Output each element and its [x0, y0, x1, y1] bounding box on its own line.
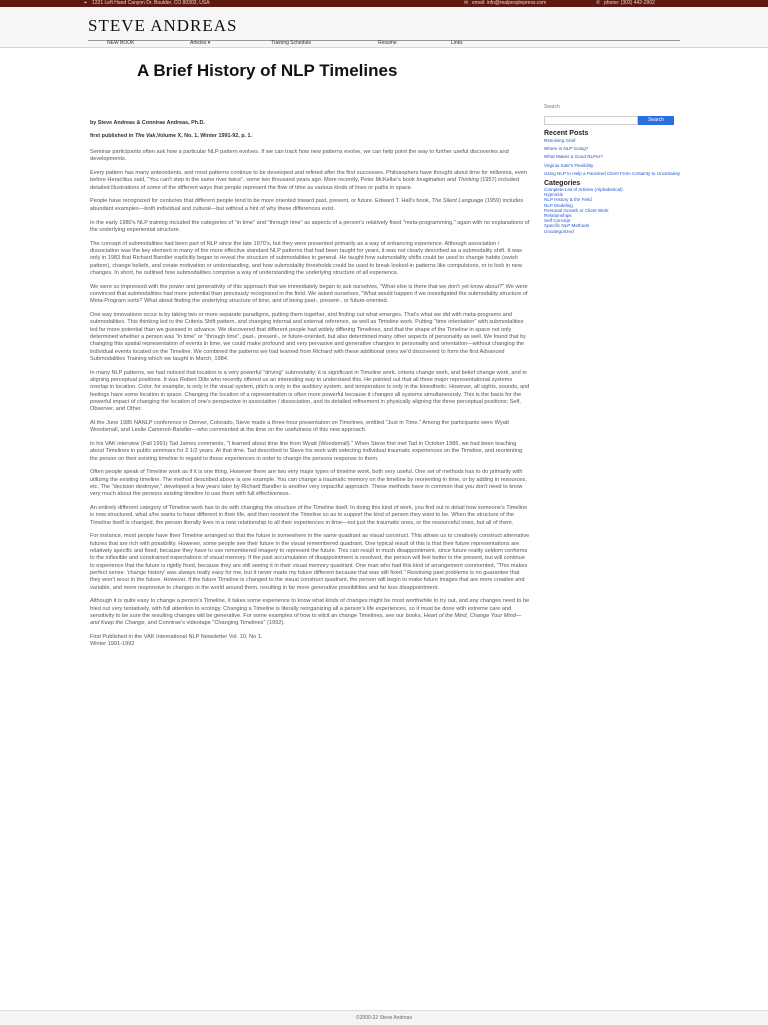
page-title: A Brief History of NLP Timelines: [137, 61, 398, 80]
top-contact-bar: [0, 0, 768, 7]
location-icon: ⌖: [84, 0, 87, 6]
nav-articles[interactable]: Articles ▾: [190, 40, 211, 46]
nav-links[interactable]: Links: [451, 40, 463, 46]
nav-resume[interactable]: Resume: [378, 40, 397, 46]
paragraph: Every pattern has many antecedents, and most patterns continue to be developed and refined after the first successes. Philosophers have thought about time for millennia, even before Heraclitus said, "You can't step in the same river twice", some two thousand years ago. More recently, Peter McKellar's book Imagination and Thinking (1957) included detailed illustrations of some of the different ways that people represent the flow of time as various kinds of lines or paths in space.: [90, 170, 527, 191]
recent-posts-heading: Recent Posts: [544, 130, 589, 137]
email-text[interactable]: email: info@realpeoplepress.com: [472, 0, 547, 6]
paragraph: Seminar participants often ask how a particular NLP pattern evolves. If we can track how new patterns evolve, we can help point the way to further useful discoveries and developments.: [90, 149, 509, 163]
nav-training-schedule[interactable]: Training Schedule: [271, 40, 312, 46]
search-button[interactable]: Search: [638, 116, 674, 125]
recent-post-link[interactable]: Resolving Grief: [544, 138, 576, 143]
sidebar: [544, 104, 684, 234]
paragraph: For instance, most people have their Timeline arranged so that the future is somewhere in the same quadrant as visual construct. This allows us to creatively construct alternative futures that are rich with possibility. However, some people see their future in the visual remembered quadrant. One typical result of this is that their future representations are relatively specific and fixed, because they have to use remembered imagery to represent the future. This can result in much disappointment, since future reality seldom conforms to the inflexible and constrained expectations of visual memory. If the past accumulation of disappointment is resolved, the person will feel better in the present, but will continue to experience that the future is rigidly fixed, because they are still seeing it in their visual memory quadrant. One man who had this kind of arrangement commented, "This makes perfect sense: 'change history' was always really easy for me, but it never made my future different because that was still fixed." Resolving past problems is no guarantee that they won't recur in the future. However, if the future Timeline is changed to the visual construct quadrant, the person will begin to make future images that are more creative and variable, and more responsive to changes in the world around them, resulting in far more generative possibilities and far less disappointment.: [90, 533, 530, 591]
recent-post-link[interactable]: What Makes a Good NLPer?: [544, 154, 603, 160]
recent-post-link[interactable]: Using NLP to Help a Panicked Client From Certainty to Uncertainty: [544, 170, 681, 176]
paragraph: At the June 1985 NANLP conference in Denver, Colorado, Steve made a three-hour presentation on Timelines, entitled "Just in Time." Among the participants were Wyatt Woodsmall, and Leslie Cameron-Bandler—who commented at the time on the usefulness of this new approach.: [90, 419, 509, 434]
category-link[interactable]: NLP Modeling: [544, 202, 573, 208]
category-link[interactable]: Relationships: [544, 213, 572, 219]
address-text: 1221 Left Hand Canyon Dr. Boulder, CO 80302, USA: [92, 0, 210, 6]
paragraph: An entirely different category of Timeline work has to do with changing the structure of the Timeline itself. In doing this kind of work, you find out in detail how someone's Timeline is now structured, what s/he wants to have different in their life, and then reorient the Timeline so as to support the kind of person they want to be. When the structure of the Timeline itself is changed, the person literally lives in a new relationship to all their experiences in time—not just the traumatic ones, or the resourceful ones, but all of them.: [90, 505, 528, 526]
category-link[interactable]: Self Concept: [544, 218, 571, 224]
site-footer: [0, 1010, 768, 1025]
paragraph: In his VAK interview (Fall 1991) Tad James comments, "I learned about time line from Wyatt (Woodsmall)." When Steve first met Tad in October 1986, we had been teaching about Timelines in public seminars for 2 1/2 years. At that time, Tad described to Steve his work with selecting individual traumatic experiences on the Timeline, and reorienting the person on their existing timeline in regard to those experiences in order to change the persons response to them.: [90, 441, 523, 462]
paragraph: The concept of submodalities had been part of NLP since the late 1970's, but they were presented primarily as a way of enhancing experience. Although association / dissociation was the key element in many of the more effective standard NLP patterns that had been taught for years, it was not clearly described as a submodality shift. It was only in 1983 that Richard Bandler explicitly began to reveal the structure of submodalities in general. He taught how submodality shifts could be used to change habits (swish pattern), change beliefs, and create motivation or understanding, and how submodality thresholds could be used to break looked-in patterns like compulsions, or to lock in new changes. In short, he outlined how submodalities comprise a way of understanding the underlying structure of all experience.: [90, 240, 522, 276]
category-link[interactable]: Specific NLP Methods: [544, 223, 590, 229]
search-form: [544, 116, 674, 125]
category-link[interactable]: NLP History & the Field: [544, 197, 592, 203]
category-link[interactable]: Complete List of Articles (Alphabetical): [544, 187, 623, 193]
paragraph: One way innovations occur is by taking two or more separate paradigms, putting them together, and finding out what emerges. That's what we did with meta-programs and submodalities. This thinking led to the Criteria Shift pattern, and changing internal and external reference, as well as Timeline work. Putting "time orientation" with submodalities led far more potential than we guessed in advance. We discovered that different people had widely differing Timelines, and that the shape of the Timeline in space not only determined whether a person was "in time" or "through time", past-, present-, or future-oriented, but also determined many other aspects of personality as well. We found that by changing this spatial representation of events in time, we could make profound and very pervasive and generative changes in personality and orientation—without changing the individual events located on the Timeline. We combined the patterns we had learned from Richard with these additional ones we'd discovered to form the first Advanced Submodalities Training which we taught in March, 1984.: [90, 312, 526, 362]
site-logo[interactable]: STEVE ANDREAS: [88, 16, 238, 35]
nav-new-book[interactable]: NEW BOOK: [107, 40, 135, 46]
category-link[interactable]: Personal Growth or Client Work: [544, 207, 609, 213]
paragraph: We were so impressed with the power and generativity of this approach that we immediately began to ask ourselves, "What else is there that we don't yet know about?" We were convinced that submodalities had more potential than previously recognized in the field. We asked ourselves, "What would happen if we investigated the submodality structure of Meta-Program sorts? What about finding the underlying structure of time, and of being past-, present-, or future-oriented.: [90, 283, 528, 305]
category-link[interactable]: Hypnosis: [544, 192, 563, 198]
paragraph: Often people speak of Timeline work as if it is one thing. However there are two very major types of timeline work, both very useful. One set of methods has to do primarily with utilizing the existing timeline. The method described above is one example. You can change a traumatic memory on the timeline by reorienting in time, or by adding in resources, etc. The "decision destroyer," developed a few years later by Richard Bandler is another very impactful approach. These methods have in common that you don't need to know very much about the persons existing timeline to use them with full effectiveness.: [90, 469, 527, 498]
paragraph: In the early 1980's NLP training included the categories of "in time" and "through time" as aspects of a person's relatively fixed "meta-programming," again with no explanations of the underlying experiential structure.: [90, 219, 530, 233]
paragraph: People have recognized for centuries that different people tend to be more oriented toward past, present, or future. Edward T. Hall's book, The Silent Language (1959) includes abundant examples—both individual and cultural—but without a hint of why these differences exist.: [90, 198, 524, 212]
search-label: Search: [544, 104, 560, 110]
phone-text[interactable]: phone: (303) 442-2902: [604, 0, 655, 6]
category-link[interactable]: Uncategorized: [544, 228, 574, 234]
publication-note: First Published in the VAK International NLP Newsletter Vol. 10, No 1. Winter 1991-1992: [90, 634, 263, 648]
copyright-text: ©2000-22 Steve Andreas: [356, 1015, 412, 1021]
paragraph: Although it is quite easy to change a person's Timeline, it takes some experience to know what kinds of changes might be most worthwhile to try out, and any changes need to be tried out very tentatively, with full attention to ecology. Changing a Timeline is literally reorganizing all a person's life experiences, so it must be done with extreme care and sensitivity to be sure the resulting changes will be generative. For some examples of how to elicit an change Timelines, see our books, Heart of the Mind, Change Your Mind—and Keep the Change, and Connirae's videotape "Changing Timelines" (1992).: [90, 598, 530, 627]
mail-icon: ✉: [464, 0, 469, 6]
article-byline: by Steve Andreas & Connirae Andreas, Ph.D.: [90, 120, 205, 126]
recent-post-link[interactable]: Virginia Satir's Flexibility: [544, 162, 594, 168]
search-input[interactable]: [544, 116, 638, 125]
paragraph: In many NLP patterns, we had noticed that location is a very powerful "driving" submodality; it is significant in Timeline work, criteria change work, and belief change work, and in aligning perceptual positions. It was Robert Dilts who recently offered us an interesting way to understand this. He pointed out that all three major representational systems overlap in location. Color, for example, is only in the visual system, pitch is only in the auditory system, and temperature is only in the kinesthetic. However, all sights, sounds, and feelings have some location in space. Changing the location of a representation is often more powerful because it changes all systems simultaneously. This is the basis for the powerful impact of changing the location of one's perspective in association / dissociation, and its detailed refinement in physically aligning the three perceptual positions; Self, Observer, and Other.: [90, 369, 530, 413]
publication-line: first published in The Vak,Volume X, No. 1, Winter 1991-92, p. 1.: [90, 133, 253, 139]
phone-icon: ✆: [596, 0, 601, 6]
recent-post-link[interactable]: Where is NLP Going?: [544, 146, 589, 152]
article-body: [90, 149, 530, 655]
categories-heading: Categories: [544, 180, 581, 188]
